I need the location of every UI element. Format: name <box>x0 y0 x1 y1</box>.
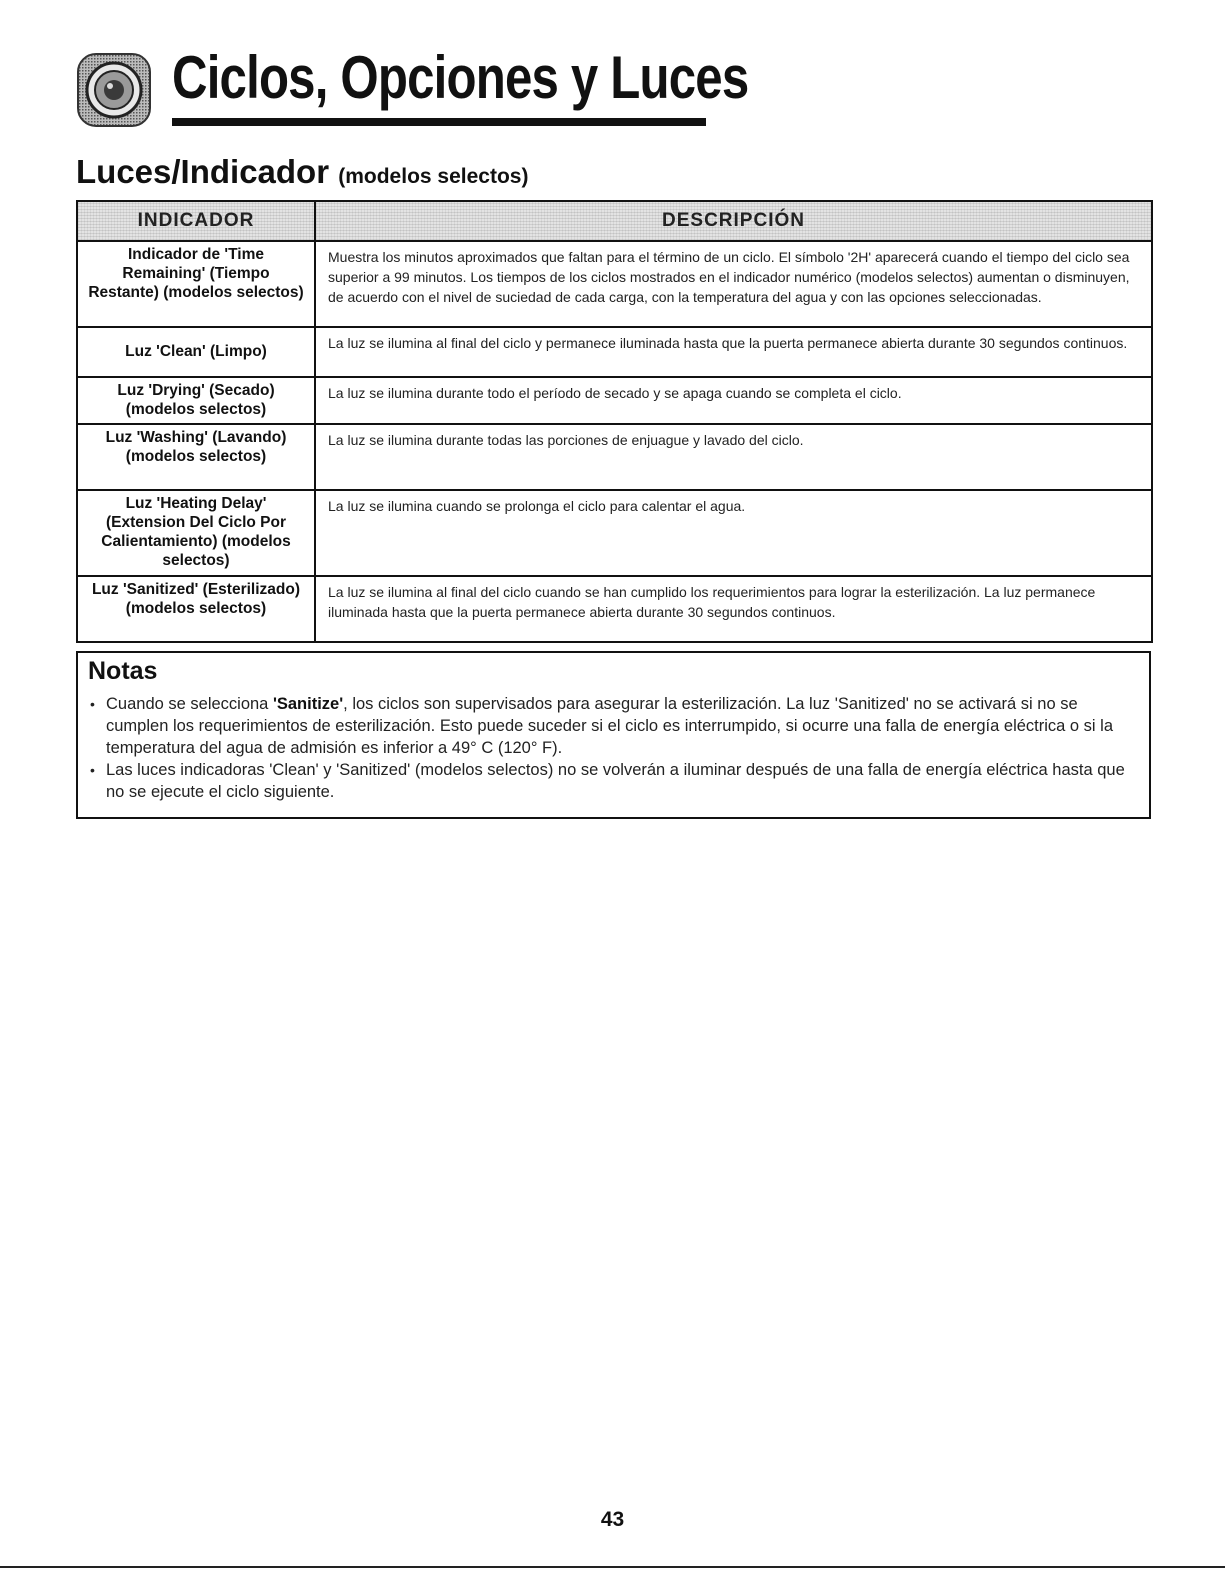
section-heading <box>76 152 528 197</box>
page-number: 43 <box>600 1508 625 1531</box>
bullet-icon: • <box>90 696 95 712</box>
description-cell: La luz se ilumina al final del ciclo cuando se han cumplido los requerimientos para lograr la esterilización. La luz permanece iluminada hasta que la puerta permanece abierta durante 30 segundos continuos. <box>315 576 1152 642</box>
indicator-cell: Luz 'Sanitized' (Esterilizado) (modelos selectos) <box>77 576 315 642</box>
description-cell: La luz se ilumina cuando se prolonga el ciclo para calentar el agua. <box>315 490 1152 576</box>
notes-list <box>88 693 1138 803</box>
table-row <box>77 490 1152 576</box>
section-heading-text: Luces/Indicador <box>76 153 330 190</box>
note-emphasis: 'Sanitize' <box>272 695 344 713</box>
bottom-rule <box>0 1566 1225 1568</box>
column-header-description: DESCRIPCIÓN <box>315 201 1152 241</box>
indicator-cell: Luz 'Drying' (Secado) (modelos selectos) <box>77 377 315 424</box>
indicator-table <box>76 200 1153 643</box>
list-item <box>88 693 1138 759</box>
title-underline <box>172 118 706 126</box>
page-title: Ciclos, Opciones y Luces <box>172 44 749 111</box>
notes-title: Notas <box>88 657 158 685</box>
table-row <box>77 327 1152 377</box>
description-cell: La luz se ilumina al final del ciclo y permanece iluminada hasta que la puerta permanece abierta durante 30 segundos continuos. <box>315 327 1152 377</box>
dishwasher-rack-icon <box>76 52 152 128</box>
description-cell: La luz se ilumina durante todas las porciones de enjuague y lavado del ciclo. <box>315 424 1152 490</box>
bullet-icon: • <box>90 762 95 778</box>
table-row <box>77 377 1152 424</box>
indicator-cell: Indicador de 'Time Remaining' (Tiempo Restante) (modelos selectos) <box>77 241 315 327</box>
note-text: Cuando se selecciona <box>106 695 273 713</box>
table-row <box>77 576 1152 642</box>
page-header <box>76 44 749 130</box>
table-row <box>77 241 1152 327</box>
table-row <box>77 424 1152 490</box>
indicator-cell: Luz 'Clean' (Limpo) <box>77 327 315 377</box>
section-subheading: (modelos selectos) <box>338 165 529 188</box>
notes-box <box>76 651 1151 819</box>
indicator-cell: Luz 'Washing' (Lavando) (modelos selectos) <box>77 424 315 490</box>
indicator-cell: Luz 'Heating Delay' (Extension Del Ciclo Por Calientamiento) (modelos selectos) <box>77 490 315 576</box>
description-cell: La luz se ilumina durante todo el período de secado y se apaga cuando se completa el ciclo. <box>315 377 1152 424</box>
list-item <box>88 759 1138 803</box>
table-header-row <box>77 201 1152 241</box>
description-cell: Muestra los minutos aproximados que faltan para el término de un ciclo. El símbolo '2H' aparecerá cuando el tiempo del ciclo sea superior a 99 minutos. Los tiempos de los ciclos mostrados en el indicador numérico (modelos selectos) aumentan o disminuyen, de acuerdo con el nivel de suciedad de cada carga, con la temperatura del agua y con las opciones seleccionadas. <box>315 241 1152 327</box>
note-text: Las luces indicadoras 'Clean' y 'Sanitized' (modelos selectos) no se volverán a iluminar después de una falla de energía eléctrica hasta que no se ejecute el ciclo siguiente. <box>106 761 1125 801</box>
note-text: , los ciclos son supervisados para asegurar la esterilización. La luz 'Sanitized' no se activará si no se cumplen los requerimientos de esterilización. Esto puede suceder si el ciclo es interrumpido, si ocurre una falla de energía eléctrica o si la temperatura del agua de admisión es inferior a 49° C (120° F). <box>106 695 1114 757</box>
column-header-indicator: INDICADOR <box>77 201 315 241</box>
